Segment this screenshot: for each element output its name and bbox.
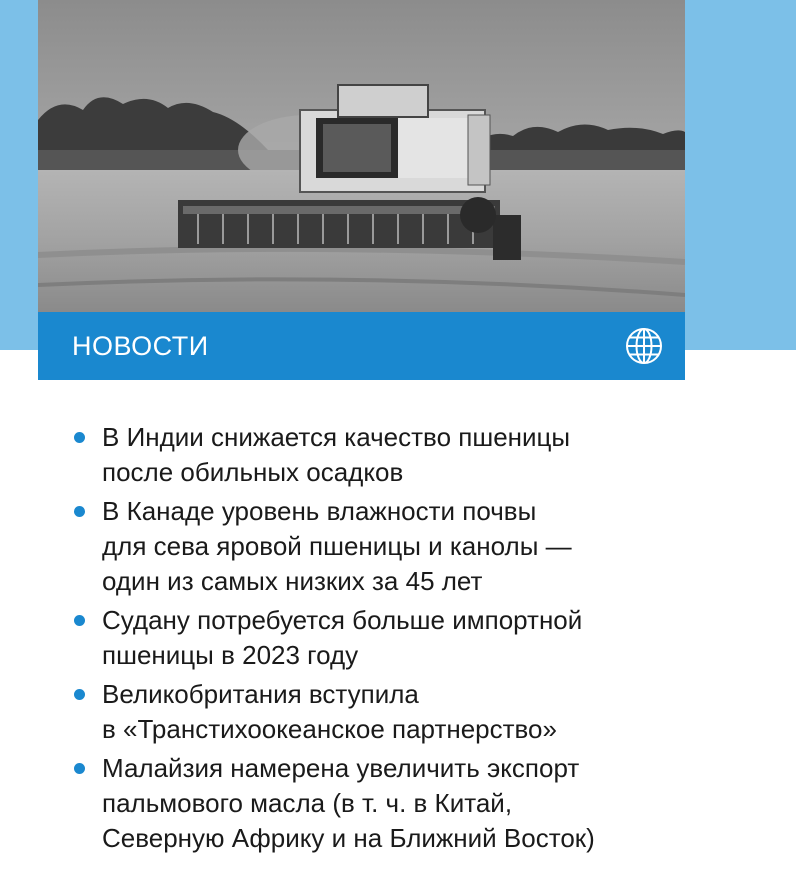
news-item-line: Великобритания вступила — [102, 679, 419, 709]
news-item-line: пшеницы в 2023 году — [102, 640, 359, 670]
bullet — [74, 432, 85, 443]
news-item-canada — [72, 494, 772, 599]
harvester-photo — [38, 0, 685, 312]
news-list — [72, 420, 772, 860]
section-title: НОВОСТИ — [72, 331, 209, 361]
news-item-line: пальмового масла (в т. ч. в Китай, — [102, 788, 513, 818]
globe-icon — [625, 327, 663, 365]
news-item-line: В Канаде уровень влажности почвы — [102, 496, 537, 526]
news-item-uk — [72, 677, 772, 747]
news-item-india — [72, 420, 772, 490]
news-item-line: В Индии снижается качество пшеницы — [102, 422, 571, 452]
news-item-line: Судану потребуется больше импортной — [102, 605, 583, 635]
bullet — [74, 763, 85, 774]
news-item-line: после обильных осадков — [102, 457, 404, 487]
news-header-bar — [38, 312, 685, 380]
news-item-line: для сева яровой пшеницы и канолы — — [102, 531, 572, 561]
news-item-line: Северную Африку и на Ближний Восток) — [102, 823, 595, 853]
news-item-line: в «Транстихоокеанское партнерство» — [102, 714, 557, 744]
bullet — [74, 506, 85, 517]
news-item-line: один из самых низких за 45 лет — [102, 566, 483, 596]
bullet — [74, 615, 85, 626]
news-item-line: Малайзия намерена увеличить экспорт — [102, 753, 580, 783]
news-item-sudan — [72, 603, 772, 673]
news-item-malaysia — [72, 751, 772, 856]
bullet — [74, 689, 85, 700]
